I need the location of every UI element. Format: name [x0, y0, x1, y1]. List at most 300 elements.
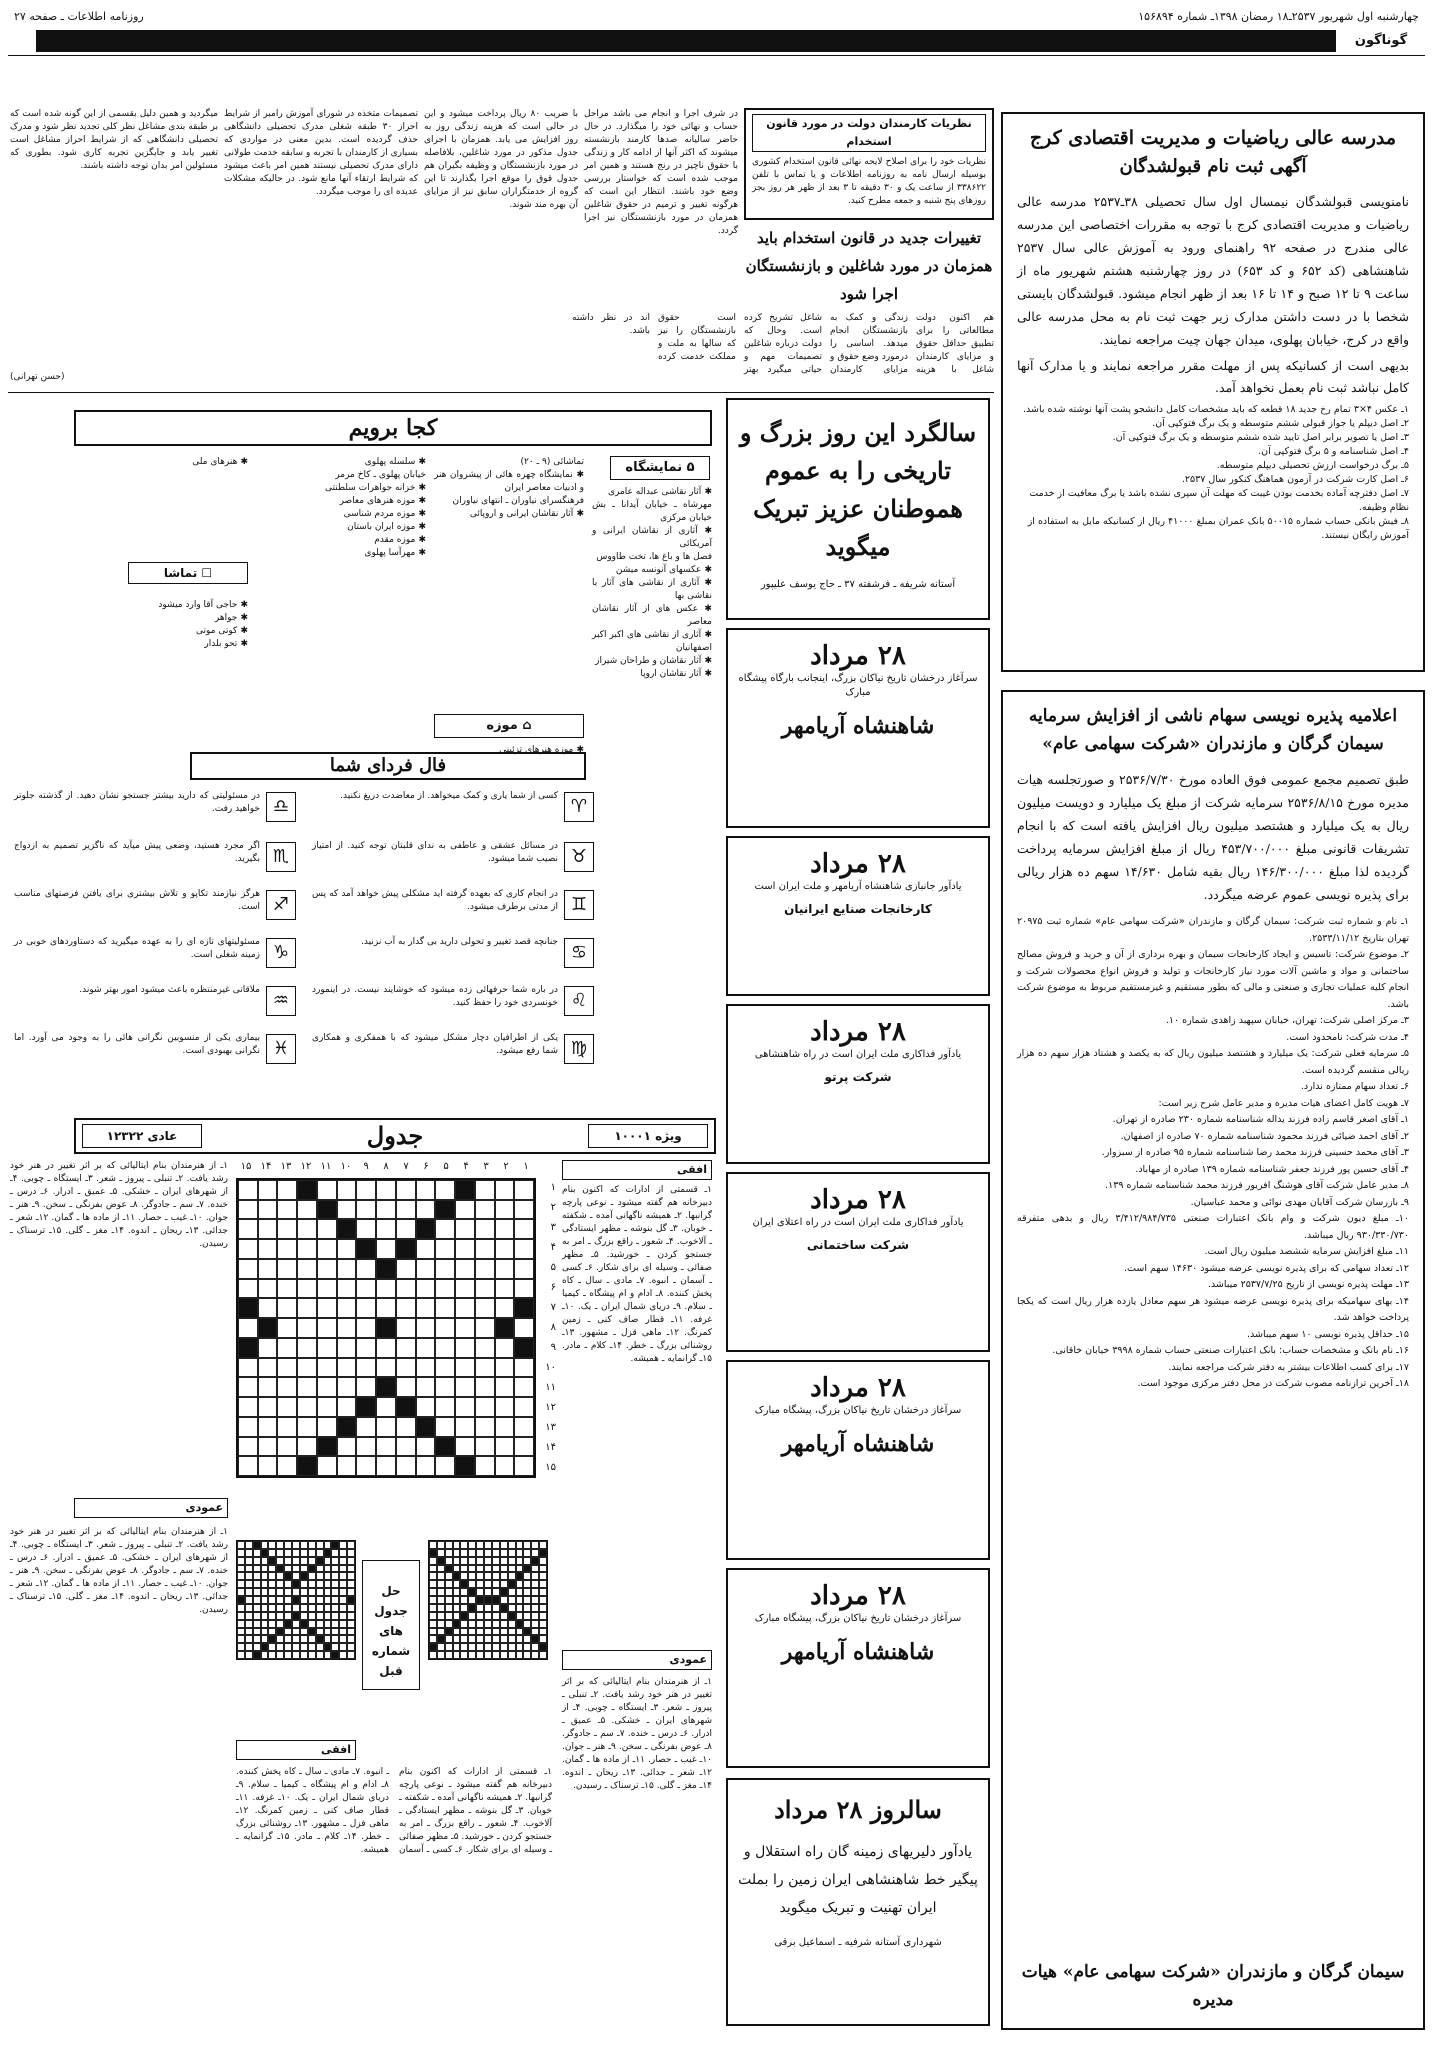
crossword-cell[interactable]	[376, 1298, 396, 1318]
row-number: ۲	[550, 1202, 556, 1213]
crossword-cell[interactable]	[376, 1200, 396, 1220]
crossword-cell	[347, 1628, 355, 1636]
aquarius-icon: ♒	[266, 986, 296, 1016]
crossword-cell	[531, 1572, 539, 1580]
crossword-cell[interactable]	[356, 1456, 376, 1476]
crossword-cell[interactable]	[297, 1437, 317, 1457]
crossword-cell[interactable]	[416, 1180, 436, 1200]
crossword-cell[interactable]	[416, 1259, 436, 1279]
list-item: ۳ـ آقای محمد حسینی فرزند محمد رضا شناسنامه شماره ۹۵ صادره از سبزوار.	[1101, 1147, 1409, 1158]
crossword-cell[interactable]	[258, 1456, 278, 1476]
crossword-cell	[316, 1580, 324, 1588]
crossword-cell[interactable]	[297, 1417, 317, 1437]
crossword-cell[interactable]	[258, 1180, 278, 1200]
row-number: ۴	[550, 1242, 556, 1253]
crossword-cell[interactable]	[317, 1279, 337, 1299]
crossword-cell[interactable]	[514, 1358, 534, 1378]
crossword-cell[interactable]	[317, 1219, 337, 1239]
crossword-cell[interactable]	[495, 1437, 515, 1457]
crossword-cell[interactable]	[396, 1239, 416, 1259]
crossword-cell[interactable]	[337, 1456, 357, 1476]
crossword-cell	[508, 1628, 516, 1636]
crossword-cell[interactable]	[416, 1377, 436, 1397]
crossword-cell[interactable]	[514, 1417, 534, 1437]
crossword-cell[interactable]	[337, 1377, 357, 1397]
crossword-cell[interactable]	[277, 1318, 297, 1338]
crossword-cell[interactable]	[317, 1239, 337, 1259]
crossword-cell[interactable]	[238, 1437, 258, 1457]
crossword-cell[interactable]	[258, 1377, 278, 1397]
crossword-cell	[429, 1565, 437, 1573]
crossword-cell	[284, 1588, 292, 1596]
crossword-cell[interactable]	[416, 1358, 436, 1378]
crossword-cell[interactable]	[297, 1219, 317, 1239]
crossword-cell[interactable]	[297, 1456, 317, 1476]
crossword-cell[interactable]	[455, 1437, 475, 1457]
list-item: ۱۴ـ بهای سهامیکه برای پذیره نویسی عرضه میشود هر سهم معادل یازده هزار ریال است که یکجا پرداخت خواهد شد.	[1017, 1295, 1409, 1323]
crossword-cell	[468, 1635, 476, 1643]
crossword-cell[interactable]	[277, 1456, 297, 1476]
crossword-cell[interactable]	[238, 1358, 258, 1378]
crossword-cell	[460, 1651, 468, 1659]
crossword-cell[interactable]	[475, 1200, 495, 1220]
crossword-cell[interactable]	[376, 1456, 396, 1476]
crossword-cell	[460, 1549, 468, 1557]
crossword-cell[interactable]	[317, 1200, 337, 1220]
crossword-cell	[331, 1572, 339, 1580]
crossword-cell	[324, 1549, 332, 1557]
crossword-cell[interactable]	[455, 1279, 475, 1299]
crossword-cell[interactable]	[514, 1338, 534, 1358]
crossword-cell	[347, 1572, 355, 1580]
crossword-cell[interactable]	[455, 1358, 475, 1378]
crossword-cell[interactable]	[495, 1279, 515, 1299]
crossword-cell[interactable]	[317, 1417, 337, 1437]
crossword-cell	[261, 1565, 269, 1573]
crossword-cell[interactable]	[475, 1239, 495, 1259]
crossword-cell[interactable]	[416, 1239, 436, 1259]
crossword-cell[interactable]	[455, 1456, 475, 1476]
crossword-cell[interactable]	[277, 1437, 297, 1457]
crossword-cell	[253, 1643, 261, 1651]
crossword-cell[interactable]	[396, 1200, 416, 1220]
crossword-cell	[347, 1635, 355, 1643]
crossword-cell	[316, 1651, 324, 1659]
crossword-cell[interactable]	[356, 1239, 376, 1259]
crossword-cell	[324, 1557, 332, 1565]
crossword-cell[interactable]	[356, 1417, 376, 1437]
star-icon: ✱	[701, 565, 712, 575]
crossword-cell[interactable]	[376, 1279, 396, 1299]
fal-col-right	[308, 786, 598, 1082]
crossword-cell[interactable]	[337, 1259, 357, 1279]
crossword-cell[interactable]	[435, 1456, 455, 1476]
crossword-cell	[500, 1588, 508, 1596]
crossword-cell[interactable]	[356, 1338, 376, 1358]
crossword-cell	[284, 1620, 292, 1628]
list-item: ✱ جواهر	[214, 613, 248, 623]
crossword-cell[interactable]	[475, 1358, 495, 1378]
crossword-cell[interactable]	[475, 1318, 495, 1338]
crossword-cell	[429, 1549, 437, 1557]
crossword-cell[interactable]	[396, 1456, 416, 1476]
crossword-cell	[292, 1651, 300, 1659]
crossword-cell[interactable]	[337, 1239, 357, 1259]
crossword-cell[interactable]	[514, 1318, 534, 1338]
crossword-cell[interactable]	[258, 1239, 278, 1259]
congrats-ad	[726, 1004, 990, 1164]
crossword-cell[interactable]	[396, 1219, 416, 1239]
crossword-cell[interactable]	[376, 1219, 396, 1239]
crossword-cell	[460, 1565, 468, 1573]
crossword-cell[interactable]	[258, 1318, 278, 1338]
crossword-cell[interactable]	[455, 1239, 475, 1259]
star-icon: ✱	[699, 578, 712, 588]
crossword-cell[interactable]	[475, 1180, 495, 1200]
crossword-cell[interactable]	[514, 1456, 534, 1476]
crossword-cell[interactable]	[376, 1180, 396, 1200]
crossword-cell	[261, 1588, 269, 1596]
crossword-cell[interactable]	[455, 1397, 475, 1417]
crossword-cell[interactable]	[396, 1298, 416, 1318]
crossword-cell[interactable]	[277, 1377, 297, 1397]
crossword-cell[interactable]	[514, 1200, 534, 1220]
crossword-cell[interactable]	[317, 1298, 337, 1318]
crossword-cell[interactable]	[258, 1358, 278, 1378]
crossword-cell[interactable]	[455, 1259, 475, 1279]
crossword-cell[interactable]	[416, 1318, 436, 1338]
crossword-cell[interactable]	[455, 1318, 475, 1338]
row-number: ۵	[550, 1262, 556, 1273]
crossword-cell[interactable]	[238, 1180, 258, 1200]
crossword-cell[interactable]	[356, 1318, 376, 1338]
column-number: ۱۳	[280, 1161, 292, 1172]
crossword-cell[interactable]	[337, 1437, 357, 1457]
crossword-cell[interactable]	[297, 1279, 317, 1299]
crossword-cell	[276, 1651, 284, 1659]
crossword-cell[interactable]	[317, 1180, 337, 1200]
crossword-cell[interactable]	[258, 1219, 278, 1239]
crossword-cell[interactable]	[297, 1259, 317, 1279]
crossword-cell[interactable]	[416, 1417, 436, 1437]
crossword-cell[interactable]	[455, 1219, 475, 1239]
crossword-cell[interactable]	[376, 1338, 396, 1358]
crossword-cell[interactable]	[416, 1298, 436, 1318]
crossword-cell[interactable]	[416, 1219, 436, 1239]
crossword-cell	[492, 1628, 500, 1636]
crossword-cell[interactable]	[317, 1318, 337, 1338]
crossword-cell[interactable]	[396, 1358, 416, 1378]
crossword-cell	[347, 1565, 355, 1573]
crossword-cell[interactable]	[435, 1200, 455, 1220]
crossword-cell[interactable]	[258, 1397, 278, 1417]
crossword-cell[interactable]	[495, 1298, 515, 1318]
crossword-cell[interactable]	[514, 1377, 534, 1397]
crossword-cell[interactable]	[455, 1417, 475, 1437]
crossword-cell	[539, 1643, 547, 1651]
crossword-cell[interactable]	[277, 1219, 297, 1239]
crossword-cell[interactable]	[495, 1318, 515, 1338]
crossword-cell[interactable]	[297, 1180, 317, 1200]
crossword-cell[interactable]	[435, 1180, 455, 1200]
crossword-cell	[500, 1580, 508, 1588]
crossword-cell[interactable]	[475, 1279, 495, 1299]
crossword-cell[interactable]	[258, 1338, 278, 1358]
crossword-cell[interactable]	[277, 1397, 297, 1417]
column-number: ۸	[383, 1161, 389, 1172]
crossword-cell[interactable]	[277, 1239, 297, 1259]
pisces-icon: ♓	[266, 1034, 296, 1064]
crossword-cell[interactable]	[297, 1397, 317, 1417]
crossword-cell[interactable]	[455, 1377, 475, 1397]
crossword-cell[interactable]	[435, 1298, 455, 1318]
crossword-cell[interactable]	[337, 1219, 357, 1239]
crossword-cell[interactable]	[396, 1180, 416, 1200]
employment-col3: با ضریب ۸۰ ریال پرداخت میشود و این در حالی است که هزینه زندگی روز به روز افزایش می یابد. همزمان با اجرای جدول مذکور در مورد شاغلین، بلافاصله در مورد بازنشستگان و وظیفه بگیران هم جدول قوق را موقع اجرا بگذارند تا این گروه از خدمتگزاران سابق نیز از مزایای آن بهره مند شوند.	[424, 109, 578, 210]
crossword-cell[interactable]	[337, 1358, 357, 1378]
crossword-cell[interactable]	[356, 1200, 376, 1220]
crossword-cell[interactable]	[297, 1318, 317, 1338]
crossword-cell[interactable]	[258, 1259, 278, 1279]
crossword-cell[interactable]	[297, 1338, 317, 1358]
crossword-cell[interactable]	[475, 1259, 495, 1279]
crossword-cell	[268, 1580, 276, 1588]
crossword-cell[interactable]	[238, 1279, 258, 1299]
crossword-cell[interactable]	[514, 1259, 534, 1279]
crossword-cell[interactable]	[495, 1377, 515, 1397]
crossword-cell[interactable]	[297, 1239, 317, 1259]
column-number: ۵	[443, 1161, 449, 1172]
crossword-cell	[316, 1612, 324, 1620]
crossword-cell	[324, 1572, 332, 1580]
crossword-cell[interactable]	[277, 1298, 297, 1318]
crossword-cell[interactable]	[356, 1397, 376, 1417]
list-item: ✱ موزه ایران باستان	[347, 522, 426, 532]
crossword-cell[interactable]	[238, 1417, 258, 1437]
crossword-cell[interactable]	[475, 1298, 495, 1318]
fal-item: در باره شما حرفهائی زده میشود که خوشایند نیست. در اینمورد خونسردی خود را حفظ کنید.	[312, 985, 558, 1008]
crossword-cell[interactable]	[514, 1239, 534, 1259]
crossword-cell[interactable]	[435, 1279, 455, 1299]
crossword-cell[interactable]	[277, 1338, 297, 1358]
crossword-cell[interactable]	[317, 1358, 337, 1378]
crossword-cell[interactable]	[238, 1219, 258, 1239]
crossword-cell[interactable]	[435, 1219, 455, 1239]
crossword-cell[interactable]	[356, 1298, 376, 1318]
crossword-cell	[437, 1549, 445, 1557]
crossword-cell[interactable]	[356, 1377, 376, 1397]
crossword-cell[interactable]	[376, 1358, 396, 1378]
crossword-cell[interactable]	[297, 1358, 317, 1378]
crossword-cell[interactable]	[277, 1180, 297, 1200]
crossword-cell[interactable]	[514, 1437, 534, 1457]
crossword-cell[interactable]	[495, 1180, 515, 1200]
school-ad-subtitle: آگهی ثبت نام قبولشدگان	[1119, 156, 1307, 177]
crossword-cell[interactable]	[297, 1377, 317, 1397]
crossword-cell[interactable]	[297, 1200, 317, 1220]
row-number: ۱۵	[545, 1462, 556, 1473]
crossword-cell[interactable]	[435, 1239, 455, 1259]
congrats-ad	[726, 836, 990, 996]
crossword-cell[interactable]	[376, 1397, 396, 1417]
congrats-column	[722, 398, 994, 2038]
crossword-cell	[500, 1643, 508, 1651]
crossword-cell[interactable]	[317, 1437, 337, 1457]
crossword-cell[interactable]	[396, 1318, 416, 1338]
crossword-cell[interactable]	[455, 1180, 475, 1200]
crossword-cell[interactable]	[396, 1397, 416, 1417]
crossword-cell[interactable]	[238, 1239, 258, 1259]
crossword-cell[interactable]	[514, 1397, 534, 1417]
crossword-cell[interactable]	[416, 1200, 436, 1220]
crossword-cell[interactable]	[277, 1200, 297, 1220]
crossword-cell	[476, 1620, 484, 1628]
crossword-cell[interactable]	[258, 1437, 278, 1457]
crossword-cell[interactable]	[337, 1397, 357, 1417]
crossword-cell[interactable]	[337, 1279, 357, 1299]
crossword-cell[interactable]	[277, 1259, 297, 1279]
crossword-cell[interactable]	[337, 1338, 357, 1358]
crossword-cell[interactable]	[376, 1377, 396, 1397]
crossword-cell	[516, 1651, 524, 1659]
crossword-cell[interactable]	[435, 1259, 455, 1279]
crossword-cell[interactable]	[337, 1200, 357, 1220]
crossword-cell[interactable]	[238, 1397, 258, 1417]
crossword-cell[interactable]	[495, 1200, 515, 1220]
crossword-cell[interactable]	[238, 1259, 258, 1279]
crossword-cell[interactable]	[356, 1437, 376, 1457]
crossword-cell[interactable]	[238, 1318, 258, 1338]
crossword-cell[interactable]	[317, 1456, 337, 1476]
crossword-cell[interactable]	[238, 1377, 258, 1397]
crossword-cell[interactable]	[495, 1417, 515, 1437]
crossword-cell[interactable]	[495, 1259, 515, 1279]
crossword-special-label: ویژه	[655, 1129, 682, 1143]
crossword-cell[interactable]	[475, 1456, 495, 1476]
crossword-cell[interactable]	[376, 1318, 396, 1338]
row-number: ۱۱	[545, 1382, 556, 1393]
share-ad-footer: سیمان گرگان و مازندران «شرکت سهامی عام» هیات مدیره	[1021, 1962, 1405, 2010]
crossword-cell[interactable]	[475, 1437, 495, 1457]
crossword-cell[interactable]	[396, 1259, 416, 1279]
crossword-cell[interactable]	[495, 1358, 515, 1378]
crossword-cell[interactable]	[455, 1298, 475, 1318]
crossword-cell	[492, 1635, 500, 1643]
crossword-cell[interactable]	[317, 1259, 337, 1279]
crossword-cell[interactable]	[238, 1456, 258, 1476]
crossword-cell[interactable]	[514, 1298, 534, 1318]
crossword-cell	[460, 1628, 468, 1636]
crossword-cell[interactable]	[356, 1180, 376, 1200]
crossword-cell[interactable]	[277, 1417, 297, 1437]
crossword-cell[interactable]	[356, 1259, 376, 1279]
crossword-grid[interactable]	[236, 1178, 536, 1478]
crossword-cell[interactable]	[238, 1200, 258, 1220]
crossword-cell[interactable]	[277, 1279, 297, 1299]
crossword-cell[interactable]	[475, 1338, 495, 1358]
congrats-title: ۲۸ مرداد	[810, 1373, 906, 1403]
crossword-cell[interactable]	[376, 1417, 396, 1437]
crossword-cell[interactable]	[356, 1219, 376, 1239]
row-number: ۸	[550, 1322, 556, 1333]
crossword-cell[interactable]	[416, 1279, 436, 1299]
crossword-cell[interactable]	[258, 1417, 278, 1437]
crossword-cell[interactable]	[337, 1298, 357, 1318]
crossword-cell[interactable]	[337, 1180, 357, 1200]
crossword-cell[interactable]	[514, 1279, 534, 1299]
crossword-cell[interactable]	[376, 1437, 396, 1457]
crossword-cell[interactable]	[416, 1456, 436, 1476]
crossword-cell[interactable]	[396, 1417, 416, 1437]
crossword-cell[interactable]	[337, 1318, 357, 1338]
crossword-cell[interactable]	[455, 1338, 475, 1358]
crossword-cell[interactable]	[495, 1456, 515, 1476]
crossword-cell[interactable]	[435, 1338, 455, 1358]
crossword-cell[interactable]	[416, 1338, 436, 1358]
crossword-cell[interactable]	[238, 1298, 258, 1318]
crossword-cell[interactable]	[435, 1377, 455, 1397]
crossword-cell[interactable]	[376, 1239, 396, 1259]
list-item: ۱۰ـ مبلغ دیون شرکت و وام بانک اعتبارات صنعتی ۳/۴۱۲/۹۸۴/۷۳۵ ریال و بدهی متفرقه ۹۳۰/۳۳۰/۷۳۰ ریال میباشد.	[1017, 1213, 1409, 1241]
crossword-cell[interactable]	[435, 1397, 455, 1417]
crossword-cell[interactable]	[356, 1279, 376, 1299]
crossword-cell[interactable]	[435, 1358, 455, 1378]
crossword-cell[interactable]	[396, 1377, 416, 1397]
crossword-cell[interactable]	[475, 1219, 495, 1239]
crossword-cell	[300, 1580, 308, 1588]
crossword-cell[interactable]	[238, 1338, 258, 1358]
crossword-cell	[316, 1604, 324, 1612]
crossword-cell[interactable]	[514, 1180, 534, 1200]
crossword-cell[interactable]	[396, 1437, 416, 1457]
crossword-cell[interactable]	[297, 1298, 317, 1318]
list-item: ۷ـ اصل دفترچه آماده بخدمت بودن غیبت که مهلت آن سپری نشده باشد یا برگ معافیت از خدمت نظام وظیفه.	[1029, 488, 1409, 513]
crossword-cell[interactable]	[337, 1417, 357, 1437]
crossword-cell[interactable]	[435, 1437, 455, 1457]
crossword-cell[interactable]	[317, 1338, 337, 1358]
crossword-cell[interactable]	[258, 1279, 278, 1299]
crossword-cell	[437, 1572, 445, 1580]
crossword-cell[interactable]	[475, 1397, 495, 1417]
crossword-cell[interactable]	[435, 1318, 455, 1338]
crossword-cell	[276, 1557, 284, 1565]
crossword-cell[interactable]	[495, 1338, 515, 1358]
crossword-special-badge	[588, 1124, 708, 1148]
crossword-cell[interactable]	[475, 1377, 495, 1397]
crossword-cell[interactable]	[495, 1239, 515, 1259]
crossword-cell	[324, 1588, 332, 1596]
crossword-cell[interactable]	[475, 1417, 495, 1437]
crossword-cell[interactable]	[495, 1219, 515, 1239]
crossword-cell[interactable]	[435, 1417, 455, 1437]
list-item: ۱۱ـ مبلغ افزایش سرمایه ششصد میلیون ریال است.	[1204, 1246, 1409, 1257]
crossword-cell[interactable]	[396, 1279, 416, 1299]
crossword-cell[interactable]	[376, 1259, 396, 1279]
crossword-cell[interactable]	[416, 1397, 436, 1417]
crossword-cell[interactable]	[317, 1397, 337, 1417]
crossword-cell[interactable]	[258, 1298, 278, 1318]
crossword-cell[interactable]	[514, 1219, 534, 1239]
crossword-cell[interactable]	[258, 1200, 278, 1220]
crossword-cell[interactable]	[495, 1397, 515, 1417]
crossword-cell[interactable]	[317, 1377, 337, 1397]
crossword-cell[interactable]	[396, 1338, 416, 1358]
crossword-cell[interactable]	[356, 1358, 376, 1378]
crossword-cell[interactable]	[416, 1437, 436, 1457]
crossword-cell[interactable]	[455, 1200, 475, 1220]
crossword-cell	[437, 1620, 445, 1628]
crossword-cell[interactable]	[277, 1358, 297, 1378]
